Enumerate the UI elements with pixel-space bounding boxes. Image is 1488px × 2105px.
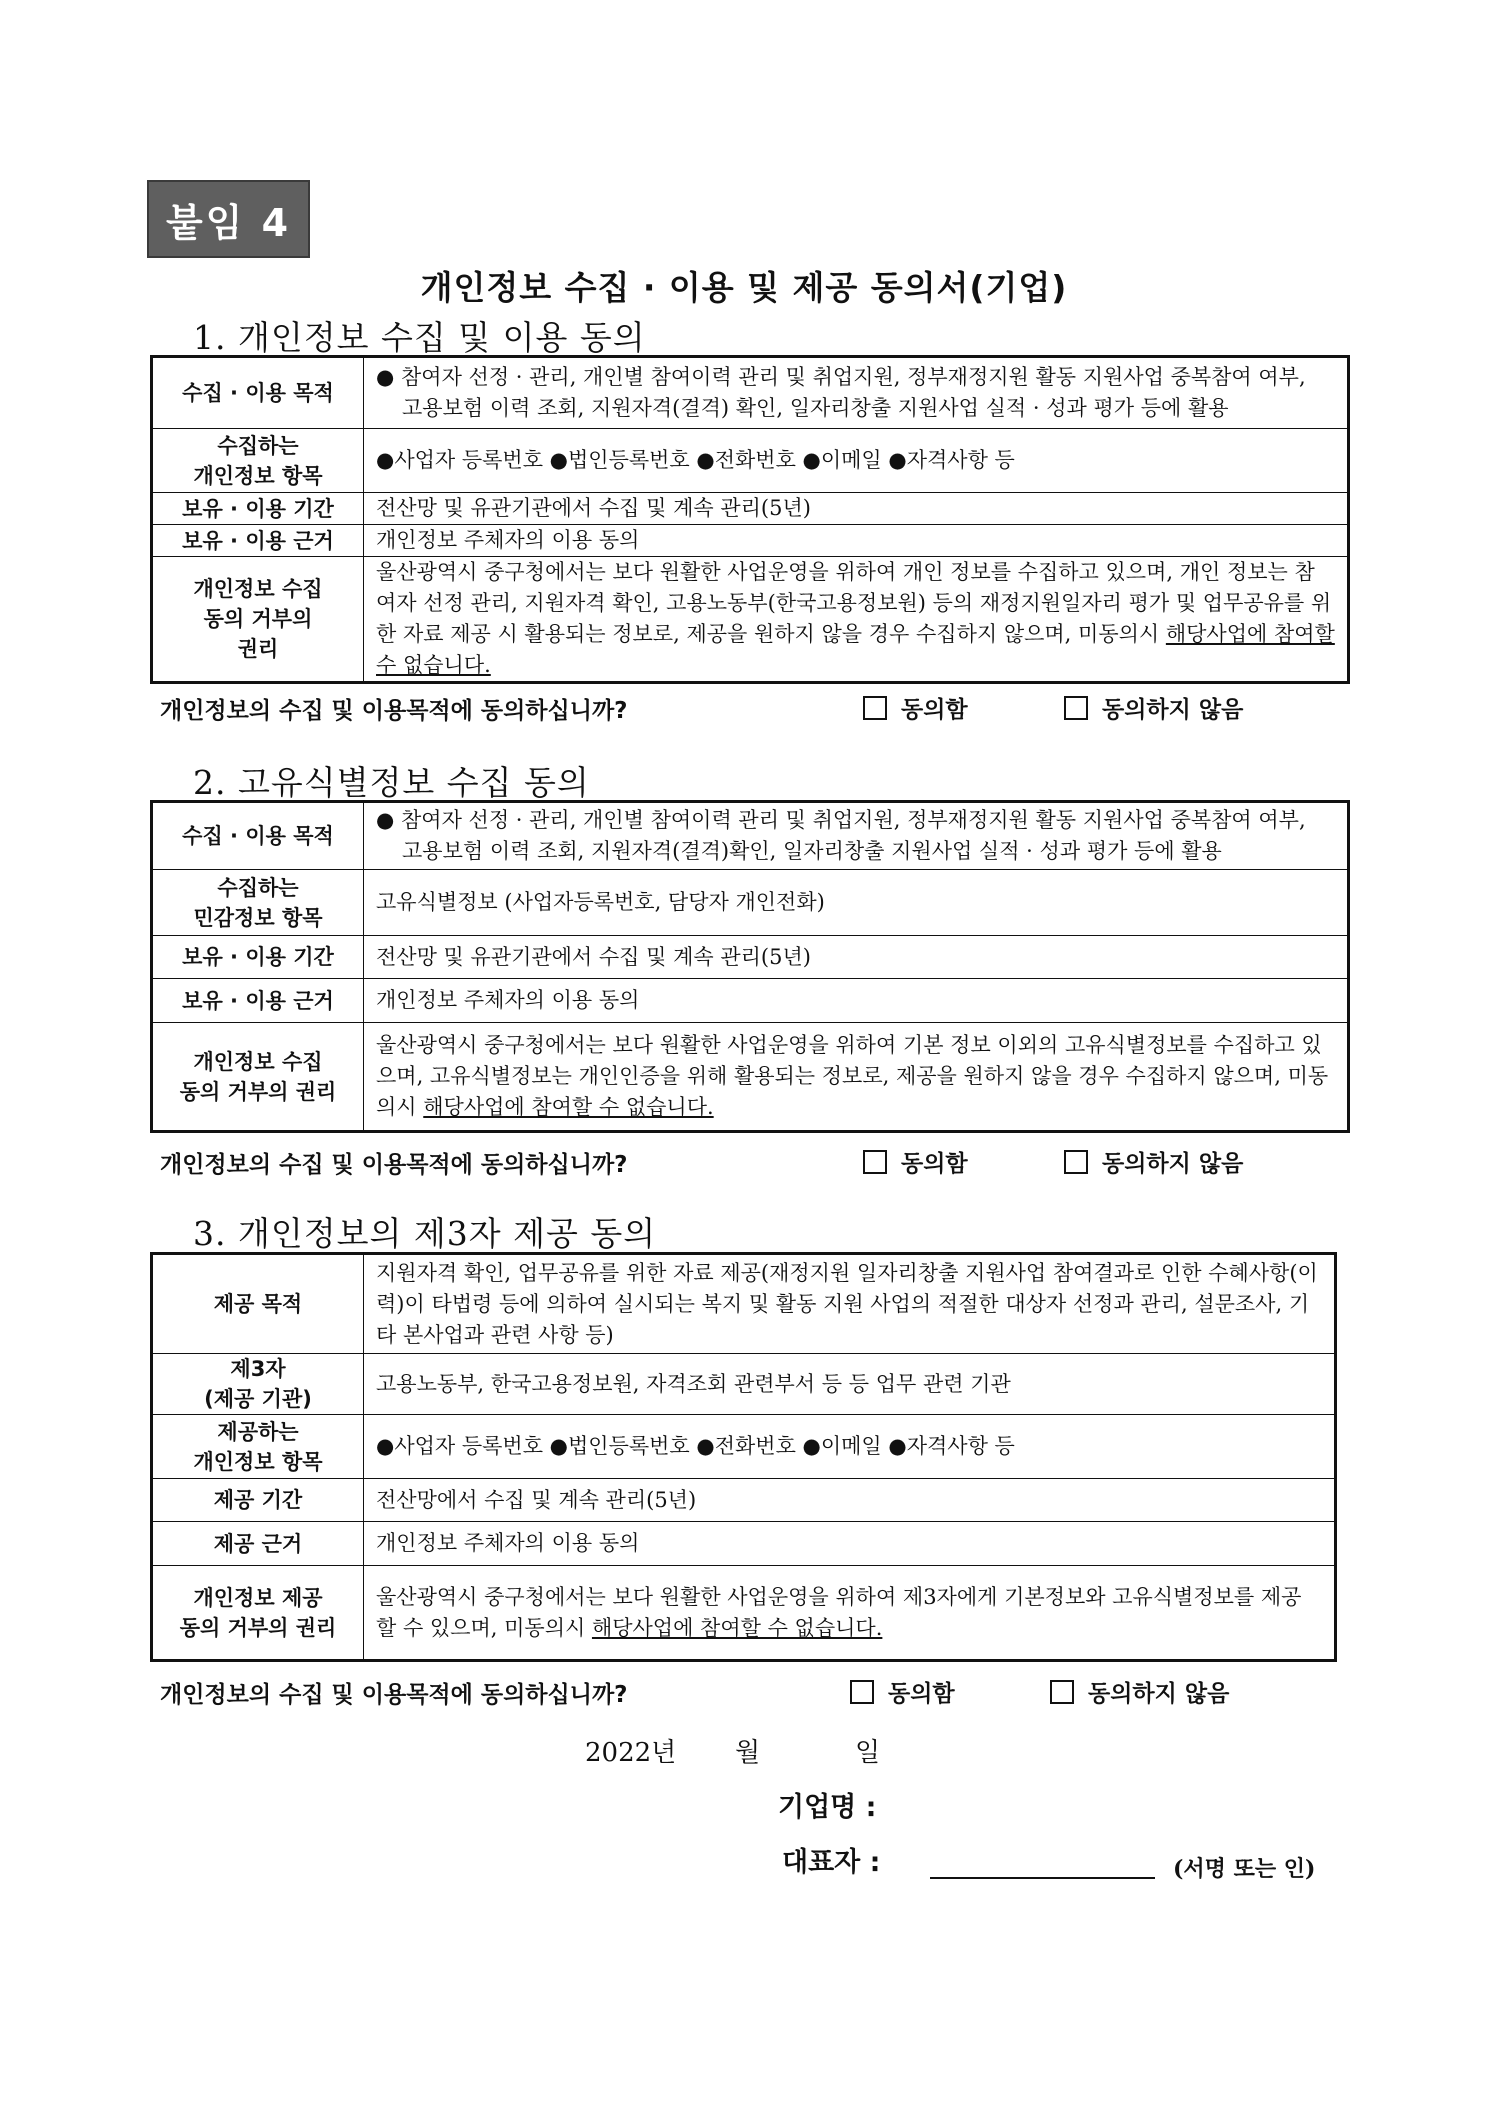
table-row bbox=[152, 429, 1349, 493]
row-value: ●사업자 등록번호 ●법인등록번호 ●전화번호 ●이메일 ●자격사항 등 bbox=[364, 429, 1349, 493]
consent-table-1 bbox=[150, 355, 1350, 684]
row-label: 제공하는 개인정보 항목 bbox=[152, 1415, 364, 1479]
signature-line[interactable] bbox=[930, 1877, 1155, 1879]
date-month: 월 bbox=[735, 1738, 761, 1768]
row-value: 전산망에서 수집 및 계속 관리(5년) bbox=[364, 1479, 1336, 1522]
row-label: 개인정보 수집 동의 거부의 권리 bbox=[152, 557, 364, 683]
consent-question-2: 개인정보의 수집 및 이용목적에 동의하십니까? bbox=[160, 1152, 628, 1178]
date-year: 2022년 bbox=[585, 1738, 677, 1768]
row-label: 보유 · 이용 근거 bbox=[152, 525, 364, 557]
checkbox[interactable] bbox=[1064, 696, 1088, 720]
representative-label: 대표자 : bbox=[782, 1847, 881, 1878]
row-value: ●사업자 등록번호 ●법인등록번호 ●전화번호 ●이메일 ●자격사항 등 bbox=[364, 1415, 1336, 1479]
row-label: 개인정보 제공 동의 거부의 권리 bbox=[152, 1566, 364, 1661]
row-value: 지원자격 확인, 업무공유를 위한 자료 제공(재정지원 일자리창출 지원사업 참여결과로 인한 수혜사항(이력)이 타법령 등에 의하여 실시되는 복지 및 활동 지원 사업의 적절한 대상자 선정과 관리, 설문조사, 기타 본사업과 관련 사항 등) bbox=[364, 1254, 1336, 1354]
agree-option-1[interactable]: 동의함 bbox=[863, 691, 968, 724]
row-value: 고용노동부, 한국고용정보원, 자격조회 관련부서 등 등 업무 관련 기관 bbox=[364, 1354, 1336, 1415]
checkbox[interactable] bbox=[850, 1680, 874, 1704]
checkbox[interactable] bbox=[1064, 1150, 1088, 1174]
row-value: 울산광역시 중구청에서는 보다 원활한 사업운영을 위하여 제3자에게 기본정보와 고유식별정보를 제공 할 수 있으며, 미동의시 해당사업에 참여할 수 없습니다. bbox=[364, 1566, 1336, 1661]
row-label: 수집하는 민감정보 항목 bbox=[152, 870, 364, 936]
attachment-tag: 붙임 4 bbox=[147, 180, 310, 258]
consent-question-3: 개인정보의 수집 및 이용목적에 동의하십니까? bbox=[160, 1682, 628, 1708]
table-row bbox=[152, 557, 1349, 683]
row-value: 울산광역시 중구청에서는 보다 원활한 사업운영을 위하여 기본 정보 이외의 고유식별정보를 수집하고 있으며, 고유식별정보는 개인인증을 위해 활용되는 정보로, 제공을 원하지 않을 경우 수집하지 않으며, 미동의시 해당사업에 참여할 수 없습니다. bbox=[364, 1023, 1349, 1132]
consent-table-3 bbox=[150, 1252, 1337, 1662]
signature-note: (서명 또는 인) bbox=[1173, 1856, 1316, 1882]
row-value bbox=[364, 802, 1349, 870]
company-name-label: 기업명 : bbox=[778, 1792, 877, 1823]
disagree-option-2[interactable]: 동의하지 않음 bbox=[1064, 1145, 1243, 1178]
table-row bbox=[152, 357, 1349, 429]
purpose-line-1: ● 참여자 선정 · 관리, 개인별 참여이력 관리 및 취업지원, 정부재정지원 활동 지원사업 중복참여 여부, bbox=[376, 808, 1306, 832]
table-row bbox=[152, 1415, 1336, 1479]
row-label: 보유 · 이용 기간 bbox=[152, 936, 364, 979]
row-value: 개인정보 주체자의 이용 동의 bbox=[364, 525, 1349, 557]
row-value: 울산광역시 중구청에서는 보다 원활한 사업운영을 위하여 개인 정보를 수집하고 있으며, 개인 정보는 참여자 선정 관리, 지원자격 확인, 고용노동부(한국고용정보원) 등의 재정지원일자리 평가 및 업무공유를 위한 자료 제공 시 활용되는 정보로, 제공을 원하지 않을 경우 수집하지 않으며, 미동의시 해당사업에 참여할 수 없습니다. bbox=[364, 557, 1349, 683]
row-value: 전산망 및 유관기관에서 수집 및 계속 관리(5년) bbox=[364, 936, 1349, 979]
date-day: 일 bbox=[855, 1738, 881, 1768]
row-value: 개인정보 주체자의 이용 동의 bbox=[364, 979, 1349, 1023]
table-row bbox=[152, 1522, 1336, 1566]
row-label: 제3자 (제공 기관) bbox=[152, 1354, 364, 1415]
row-label: 보유 · 이용 근거 bbox=[152, 979, 364, 1023]
table-row bbox=[152, 493, 1349, 525]
section-3-heading: 3. 개인정보의 제3자 제공 동의 bbox=[193, 1214, 657, 1253]
table-row bbox=[152, 1354, 1336, 1415]
table-row bbox=[152, 1566, 1336, 1661]
table-row bbox=[152, 979, 1349, 1023]
row-label: 제공 근거 bbox=[152, 1522, 364, 1566]
purpose-line-2: 고용보험 이력 조회, 지원자격(결격) 확인, 일자리창출 지원사업 실적 · 성과 평가 등에 활용 bbox=[402, 396, 1229, 420]
table-row bbox=[152, 802, 1349, 870]
purpose-line-1: ● 참여자 선정 · 관리, 개인별 참여이력 관리 및 취업지원, 정부재정지원 활동 지원사업 중복참여 여부, bbox=[376, 365, 1306, 389]
checkbox[interactable] bbox=[863, 696, 887, 720]
consent-table-2 bbox=[150, 800, 1350, 1133]
checkbox[interactable] bbox=[1050, 1680, 1074, 1704]
agree-option-3[interactable]: 동의함 bbox=[850, 1675, 955, 1708]
agree-option-2[interactable]: 동의함 bbox=[863, 1145, 968, 1178]
row-value: 고유식별정보 (사업자등록번호, 담당자 개인전화) bbox=[364, 870, 1349, 936]
table-row bbox=[152, 1023, 1349, 1132]
disagree-option-1[interactable]: 동의하지 않음 bbox=[1064, 691, 1243, 724]
section-2-heading: 2. 고유식별정보 수집 동의 bbox=[193, 763, 590, 802]
row-value: 전산망 및 유관기관에서 수집 및 계속 관리(5년) bbox=[364, 493, 1349, 525]
row-label: 개인정보 수집 동의 거부의 권리 bbox=[152, 1023, 364, 1132]
row-label: 제공 기간 bbox=[152, 1479, 364, 1522]
row-label: 보유 · 이용 기간 bbox=[152, 493, 364, 525]
row-value: 개인정보 주체자의 이용 동의 bbox=[364, 1522, 1336, 1566]
row-label: 수집하는 개인정보 항목 bbox=[152, 429, 364, 493]
row-label: 제공 목적 bbox=[152, 1254, 364, 1354]
section-1-heading: 1. 개인정보 수집 및 이용 동의 bbox=[193, 318, 646, 357]
table-row bbox=[152, 1479, 1336, 1522]
table-row bbox=[152, 936, 1349, 979]
table-row bbox=[152, 870, 1349, 936]
document-title: 개인정보 수집 · 이용 및 제공 동의서(기업) bbox=[420, 268, 1068, 307]
checkbox[interactable] bbox=[863, 1150, 887, 1174]
row-value bbox=[364, 357, 1349, 429]
table-row bbox=[152, 1254, 1336, 1354]
consent-question-1: 개인정보의 수집 및 이용목적에 동의하십니까? bbox=[160, 698, 628, 724]
row-label: 수집 · 이용 목적 bbox=[152, 802, 364, 870]
row-label: 수집 · 이용 목적 bbox=[152, 357, 364, 429]
table-row bbox=[152, 525, 1349, 557]
purpose-line-2: 고용보험 이력 조회, 지원자격(결격)확인, 일자리창출 지원사업 실적 · 성과 평가 등에 활용 bbox=[402, 839, 1222, 863]
disagree-option-3[interactable]: 동의하지 않음 bbox=[1050, 1675, 1229, 1708]
